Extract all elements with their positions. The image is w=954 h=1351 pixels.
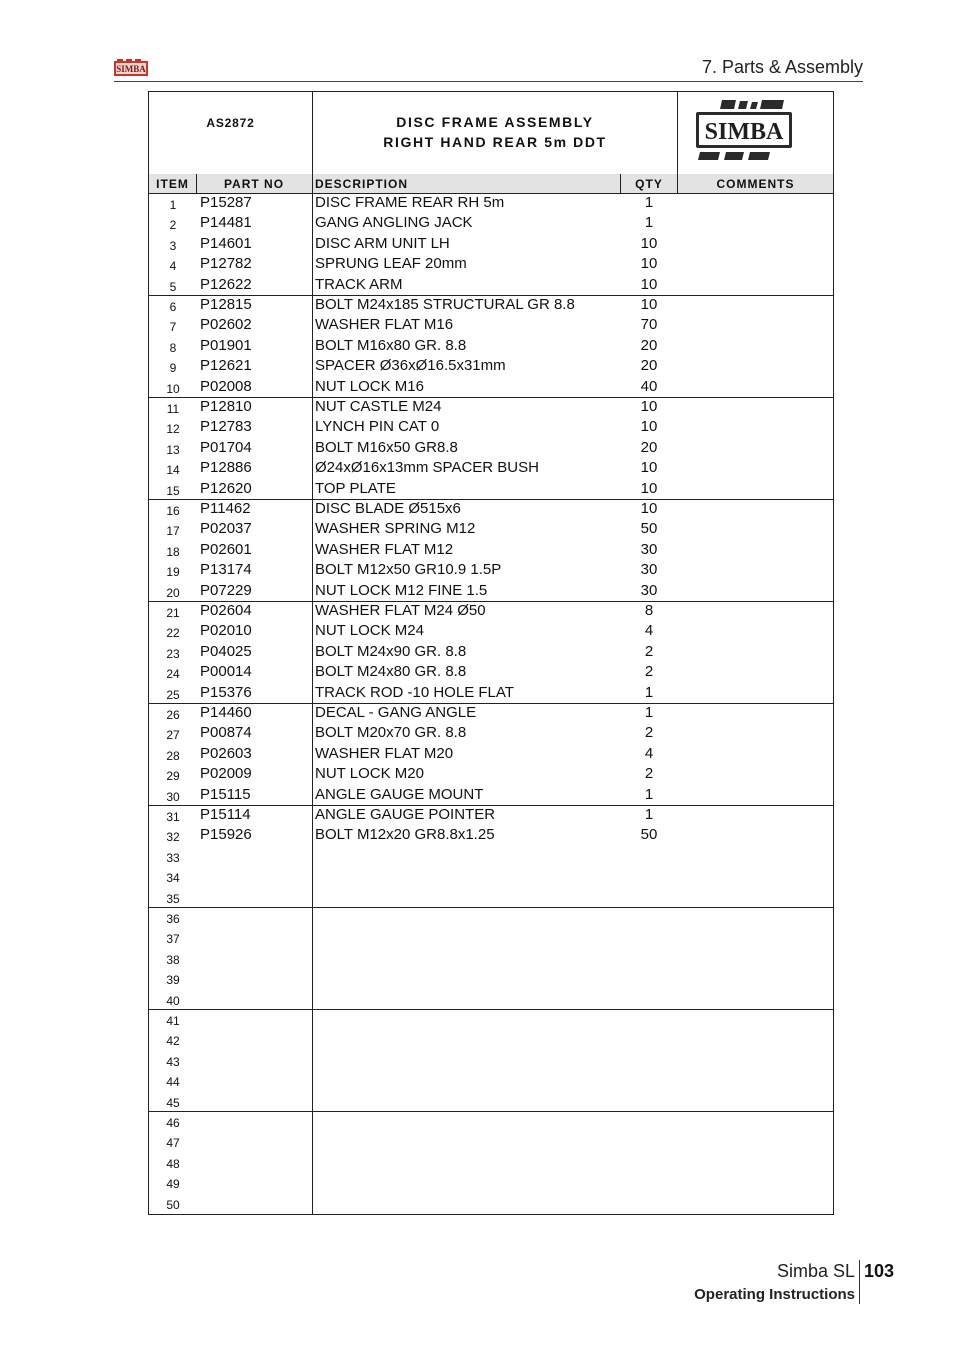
item-number: 3 <box>169 238 177 253</box>
part-qty: 30 <box>640 540 658 558</box>
divider-desc <box>620 174 621 193</box>
item-number: 33 <box>166 850 180 865</box>
part-qty: 10 <box>640 296 658 313</box>
table-row <box>149 560 833 580</box>
column-header-row <box>149 174 833 194</box>
part-qty: 1 <box>644 194 654 211</box>
part-description: NUT LOCK M20 <box>315 765 424 783</box>
part-number: P13174 <box>200 561 252 579</box>
part-description: BOLT M12x20 GR8.8x1.25 <box>315 826 495 844</box>
part-number: P14460 <box>200 704 252 721</box>
table-row <box>149 723 833 743</box>
part-description: NUT LOCK M16 <box>315 377 424 395</box>
header-rule <box>114 81 863 82</box>
part-description: DISC ARM UNIT LH <box>315 234 450 252</box>
part-number: P02602 <box>200 316 252 334</box>
col-part-no: PART NO <box>223 177 285 191</box>
footer-product: Simba SL <box>776 1261 855 1281</box>
part-number: P02037 <box>200 520 252 538</box>
part-description: SPACER Ø36xØ16.5x31mm <box>315 357 506 375</box>
part-qty: 10 <box>640 479 658 497</box>
part-description: DECAL - GANG ANGLE <box>315 704 477 721</box>
part-description: WASHER SPRING M12 <box>315 520 476 538</box>
part-number: P12783 <box>200 418 252 436</box>
col-description: DESCRIPTION <box>315 177 409 191</box>
table-row <box>149 540 833 560</box>
table-row <box>149 1172 833 1192</box>
part-number: P02008 <box>200 377 252 395</box>
part-qty: 20 <box>640 438 658 456</box>
table-row <box>149 866 833 886</box>
item-number: 17 <box>166 524 180 539</box>
item-number: 32 <box>166 830 180 845</box>
part-qty: 4 <box>644 744 654 762</box>
col-item: ITEM <box>156 177 189 191</box>
simba-small-logo <box>114 59 148 78</box>
item-number: 42 <box>166 1034 180 1049</box>
part-description: SPRUNG LEAF 20mm <box>315 255 467 273</box>
part-number: P15376 <box>200 683 252 701</box>
part-number: P02010 <box>200 622 252 640</box>
item-number: 8 <box>169 340 177 355</box>
table-row <box>149 948 833 968</box>
item-number: 26 <box>166 708 180 722</box>
item-number: 24 <box>166 667 180 682</box>
part-description: GANG ANGLING JACK <box>315 214 473 232</box>
part-qty: 70 <box>640 316 658 334</box>
footer-subtitle: Operating Instructions <box>694 1286 855 1303</box>
table-row <box>149 275 833 295</box>
part-qty: 1 <box>644 785 654 803</box>
part-qty: 10 <box>640 459 658 477</box>
item-number: 15 <box>166 483 180 498</box>
part-number: P12620 <box>200 479 252 497</box>
part-description: BOLT M20x70 GR. 8.8 <box>315 724 467 742</box>
part-description: NUT CASTLE M24 <box>315 398 442 415</box>
item-number: 25 <box>166 687 180 702</box>
part-description: BOLT M16x50 GR8.8 <box>315 438 458 456</box>
col-qty: QTY <box>635 177 663 191</box>
table-row <box>149 1193 833 1213</box>
part-description: NUT LOCK M24 <box>315 622 424 640</box>
part-description: WASHER FLAT M16 <box>315 316 454 334</box>
part-description: DISC BLADE Ø515x6 <box>315 500 461 517</box>
assembly-code: AS2872 <box>149 92 313 174</box>
item-number: 22 <box>166 626 180 641</box>
part-number: P02009 <box>200 765 252 783</box>
part-number: P12810 <box>200 398 252 415</box>
part-qty: 8 <box>644 602 654 619</box>
table-row <box>149 499 833 519</box>
part-qty: 2 <box>644 642 654 660</box>
table-row <box>149 254 833 274</box>
title-block <box>149 92 833 175</box>
item-number: 46 <box>166 1116 180 1130</box>
item-number: 28 <box>166 748 180 763</box>
item-number: 45 <box>166 1095 180 1110</box>
simba-logo-icon <box>678 92 833 174</box>
part-qty: 20 <box>640 357 658 375</box>
item-number: 36 <box>166 912 180 926</box>
item-number: 38 <box>166 952 180 967</box>
simba-logo-cell <box>678 92 833 174</box>
table-row <box>149 1111 833 1131</box>
item-number: 50 <box>166 1197 180 1212</box>
item-number: 7 <box>169 320 177 335</box>
part-description: ANGLE GAUGE POINTER <box>315 806 496 823</box>
table-row <box>149 417 833 437</box>
item-number: 35 <box>166 891 180 906</box>
table-row <box>149 785 833 805</box>
table-row <box>149 234 833 254</box>
part-qty: 10 <box>640 255 658 273</box>
part-number: P12886 <box>200 459 252 477</box>
table-row <box>149 927 833 947</box>
part-qty: 4 <box>644 622 654 640</box>
part-number: P15926 <box>200 826 252 844</box>
item-number: 16 <box>166 504 180 518</box>
item-number: 37 <box>166 932 180 947</box>
table-row <box>149 989 833 1009</box>
part-description: WASHER FLAT M12 <box>315 540 454 558</box>
table-row <box>149 397 833 417</box>
part-number: P01901 <box>200 336 252 354</box>
table-row <box>149 1009 833 1029</box>
part-qty: 10 <box>640 500 658 517</box>
part-qty: 10 <box>640 234 658 252</box>
item-number: 40 <box>166 993 180 1008</box>
table-row <box>149 968 833 988</box>
part-qty: 1 <box>644 214 654 232</box>
part-number: P12622 <box>200 275 252 293</box>
item-number: 34 <box>166 871 180 886</box>
part-qty: 2 <box>644 663 654 681</box>
svg-text:SIMBA: SIMBA <box>116 64 146 74</box>
table-row <box>149 764 833 784</box>
item-number: 6 <box>169 300 177 314</box>
table-row <box>149 1131 833 1151</box>
table-row <box>149 1050 833 1070</box>
item-number: 48 <box>166 1156 180 1171</box>
table-row <box>149 907 833 927</box>
part-number: P15287 <box>200 194 252 211</box>
table-row <box>149 621 833 641</box>
part-description: BOLT M24x80 GR. 8.8 <box>315 663 467 681</box>
item-number: 23 <box>166 646 180 661</box>
table-row <box>149 193 833 213</box>
item-number: 11 <box>166 402 180 416</box>
part-description: ANGLE GAUGE MOUNT <box>315 785 484 803</box>
item-number: 20 <box>166 585 180 600</box>
item-number: 10 <box>166 381 180 396</box>
part-number: P00014 <box>200 663 252 681</box>
table-row <box>149 805 833 825</box>
part-qty: 1 <box>644 806 654 823</box>
part-qty: 50 <box>640 520 658 538</box>
item-number: 12 <box>166 422 180 437</box>
divider-qty <box>677 174 678 193</box>
table-row <box>149 315 833 335</box>
part-description: Ø24xØ16x13mm SPACER BUSH <box>315 459 539 477</box>
part-description: TRACK ARM <box>315 275 403 293</box>
part-description: BOLT M24x185 STRUCTURAL GR 8.8 <box>315 296 575 313</box>
part-qty: 2 <box>644 724 654 742</box>
part-description: WASHER FLAT M20 <box>315 744 454 762</box>
part-qty: 1 <box>644 683 654 701</box>
item-number: 41 <box>166 1014 180 1028</box>
table-row <box>149 336 833 356</box>
part-number: P01704 <box>200 438 252 456</box>
part-number: P12782 <box>200 255 252 273</box>
part-qty: 50 <box>640 826 658 844</box>
table-row <box>149 1091 833 1111</box>
table-row <box>149 213 833 233</box>
part-description: NUT LOCK M12 FINE 1.5 <box>315 581 488 599</box>
col-comments: COMMENTS <box>716 177 795 191</box>
table-row <box>149 295 833 315</box>
table-row <box>149 1029 833 1049</box>
table-row <box>149 377 833 397</box>
part-description: DISC FRAME REAR RH 5m <box>315 194 505 211</box>
part-qty: 20 <box>640 336 658 354</box>
footer-divider <box>859 1260 860 1304</box>
part-number: P15115 <box>200 785 251 803</box>
item-number: 44 <box>166 1075 180 1090</box>
table-row <box>149 438 833 458</box>
part-number: P14481 <box>200 214 252 232</box>
table-row <box>149 642 833 662</box>
table-row <box>149 519 833 539</box>
item-number: 47 <box>166 1136 180 1151</box>
table-row <box>149 887 833 907</box>
table-row <box>149 744 833 764</box>
table-row <box>149 1152 833 1172</box>
table-row <box>149 846 833 866</box>
divider-item <box>196 174 197 193</box>
item-number: 2 <box>169 218 177 233</box>
item-number: 5 <box>169 279 177 294</box>
parts-sheet <box>148 91 834 1215</box>
table-row <box>149 1070 833 1090</box>
section-title: 7. Parts & Assembly <box>701 57 863 77</box>
table-row <box>149 479 833 499</box>
part-number: P02603 <box>200 744 252 762</box>
item-number: 9 <box>169 361 177 376</box>
assembly-title <box>313 92 678 174</box>
table-row <box>149 825 833 845</box>
part-qty: 1 <box>644 704 654 721</box>
table-row <box>149 601 833 621</box>
part-description: LYNCH PIN CAT 0 <box>315 418 440 436</box>
item-number: 29 <box>166 769 180 784</box>
item-number: 31 <box>166 810 180 824</box>
table-row <box>149 581 833 601</box>
part-number: P02601 <box>200 540 252 558</box>
part-qty: 30 <box>640 561 658 579</box>
part-description: TOP PLATE <box>315 479 396 497</box>
item-number: 27 <box>166 728 180 743</box>
part-description: BOLT M24x90 GR. 8.8 <box>315 642 467 660</box>
item-number: 14 <box>166 463 180 478</box>
part-number: P12815 <box>200 296 252 313</box>
part-number: P07229 <box>200 581 252 599</box>
part-number: P00874 <box>200 724 252 742</box>
part-description: WASHER FLAT M24 Ø50 <box>315 602 486 619</box>
item-number: 19 <box>166 565 180 580</box>
item-number: 43 <box>166 1054 180 1069</box>
item-number: 39 <box>166 973 180 988</box>
part-qty: 40 <box>640 377 658 395</box>
item-number: 49 <box>166 1177 180 1192</box>
item-number: 13 <box>166 442 180 457</box>
table-row <box>149 356 833 376</box>
part-qty: 10 <box>640 398 658 415</box>
part-description: BOLT M16x80 GR. 8.8 <box>315 336 467 354</box>
item-number: 1 <box>169 198 177 212</box>
part-number: P15114 <box>200 806 251 823</box>
part-number: P14601 <box>200 234 252 252</box>
table-row <box>149 703 833 723</box>
part-number: P04025 <box>200 642 252 660</box>
part-number: P11462 <box>200 500 251 517</box>
part-number: P02604 <box>200 602 252 619</box>
table-row <box>149 662 833 682</box>
assembly-title-line1: DISC FRAME ASSEMBLY <box>396 114 594 130</box>
part-description: BOLT M12x50 GR10.9 1.5P <box>315 561 502 579</box>
table-row <box>149 683 833 703</box>
part-description: TRACK ROD -10 HOLE FLAT <box>315 683 514 701</box>
item-number: 21 <box>166 606 180 620</box>
page-number: 103 <box>864 1261 895 1281</box>
part-qty: 2 <box>644 765 654 783</box>
logo-wordmark: SIMBA <box>704 119 784 145</box>
table-row <box>149 458 833 478</box>
part-qty: 10 <box>640 275 658 293</box>
part-number: P12621 <box>200 357 252 375</box>
item-number: 4 <box>169 259 177 274</box>
item-number: 30 <box>166 789 180 804</box>
assembly-title-line2: RIGHT HAND REAR 5m DDT <box>383 134 607 150</box>
part-qty: 30 <box>640 581 658 599</box>
part-qty: 10 <box>640 418 658 436</box>
item-number: 18 <box>166 544 180 559</box>
